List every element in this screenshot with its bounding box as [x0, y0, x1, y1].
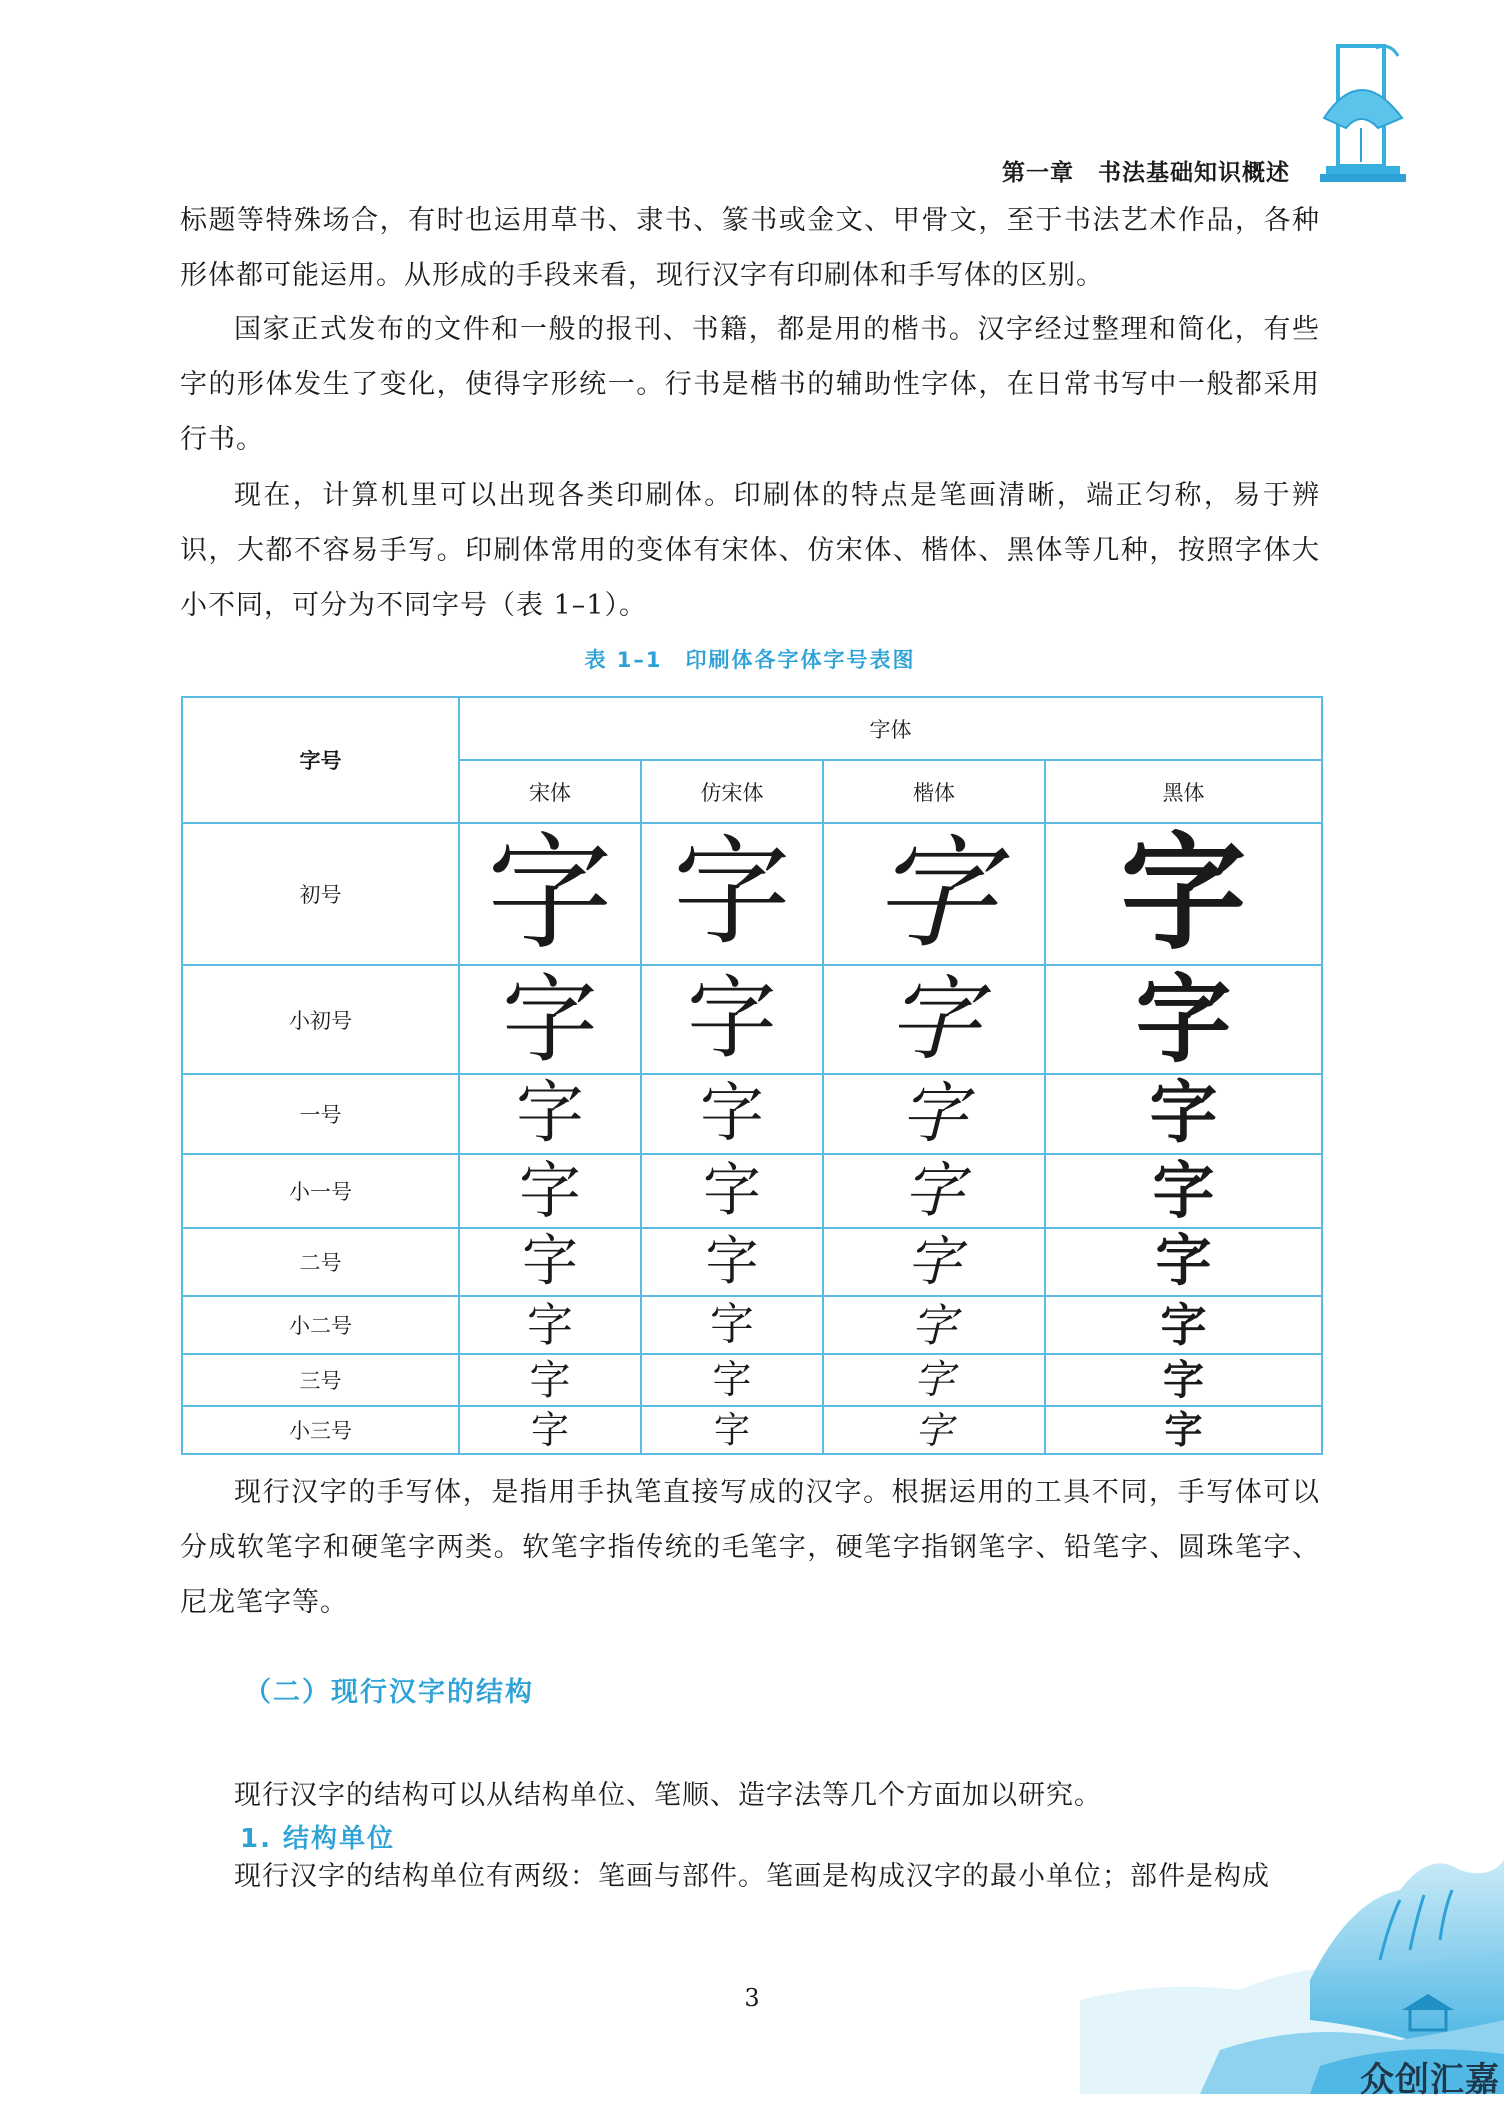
table-row [182, 1228, 1322, 1296]
paragraph-3: 现在，计算机里可以出现各类印刷体。印刷体的特点是笔画清晰，端正匀称，易于辨识，大都不容易手写。印刷体常用的变体有宋体、仿宋体、楷体、黑体等几种，按照字体大小不同，可分为不同字号（表 1–1）。 [180, 480, 1320, 621]
font-header-kaiti: 楷体 [823, 760, 1045, 823]
glyph-fangsong: 字 [700, 1078, 764, 1149]
table-row [182, 1354, 1322, 1406]
glyph-songti: 字 [527, 1298, 573, 1352]
glyph-kaiti: 字 [914, 1357, 954, 1403]
row-label: 三号 [182, 1354, 459, 1406]
glyph-songti: 字 [515, 1074, 584, 1153]
row-label: 一号 [182, 1074, 459, 1154]
glyph-heiti: 字 [1149, 1074, 1218, 1153]
table-body [182, 820, 1322, 1454]
glyph-fangsong: 字 [713, 1410, 750, 1450]
glyph-kaiti: 字 [887, 965, 980, 1073]
glyph-kaiti: 字 [873, 823, 995, 965]
glyph-songti: 字 [530, 1408, 569, 1452]
font-column-header: 字体 [459, 697, 1322, 760]
font-header-fangsong: 仿宋体 [641, 760, 823, 823]
glyph-fangsong: 字 [712, 1358, 752, 1402]
lantern-fan-illustration [1318, 40, 1408, 190]
size-column-header: 字号 [182, 697, 459, 823]
table-row [182, 1074, 1322, 1154]
section-heading: （二）现行汉字的结构 [244, 1677, 534, 1708]
font-header-heiti: 黑体 [1045, 760, 1322, 823]
glyph-fangsong: 字 [702, 1158, 761, 1223]
glyph-fangsong: 字 [687, 969, 777, 1069]
glyph-heiti: 字 [1120, 820, 1247, 967]
glyph-heiti: 字 [1160, 1298, 1207, 1352]
row-label: 小初号 [182, 965, 459, 1074]
paragraph-2: 国家正式发布的文件和一般的报刊、书籍，都是用的楷书。汉字经过整理和简化，有些字的形体发生了变化，使得字形统一。行书是楷书的辅助性字体，在日常书写中一般都采用行书。 [180, 314, 1320, 455]
font-header-songti: 宋体 [459, 760, 641, 823]
glyph-kaiti: 字 [915, 1408, 953, 1452]
font-size-table [181, 696, 1323, 1455]
table-caption: 表 1–1 印刷体各字体字号表图 [584, 648, 916, 672]
row-label: 小三号 [182, 1406, 459, 1454]
glyph-heiti: 字 [1164, 1408, 1203, 1452]
glyph-songti: 字 [487, 820, 613, 967]
glyph-heiti: 字 [1152, 1154, 1215, 1227]
paragraph-5: 现行汉字的结构可以从结构单位、笔顺、造字法等几个方面加以研究。 [234, 1780, 1102, 1811]
glyph-songti: 字 [518, 1154, 581, 1227]
row-label: 二号 [182, 1228, 459, 1296]
table-row [182, 823, 1322, 965]
glyph-heiti: 字 [1163, 1355, 1204, 1404]
glyph-heiti: 字 [1135, 963, 1232, 1076]
sub-heading: 1. 结构单位 [240, 1824, 396, 1854]
table-row [182, 965, 1322, 1074]
table-row [182, 1296, 1322, 1354]
glyph-kaiti: 字 [911, 1298, 957, 1352]
row-label: 小一号 [182, 1154, 459, 1228]
glyph-songti: 字 [529, 1355, 571, 1404]
header-rule [180, 188, 1320, 189]
row-label: 初号 [182, 823, 459, 965]
row-label: 小二号 [182, 1296, 459, 1354]
glyph-fangsong: 字 [705, 1232, 759, 1291]
glyph-fangsong: 字 [710, 1300, 754, 1349]
glyph-kaiti: 字 [907, 1230, 961, 1293]
paragraph-1: 标题等特殊场合，有时也运用草书、隶书、篆书或金文、甲骨文，至于书法艺术作品，各种形体都可能运用。从形成的手段来看，现行汉字有印刷体和手写体的区别。 [180, 205, 1320, 291]
glyph-kaiti: 字 [901, 1075, 967, 1152]
chapter-title: 第一章 书法基础知识概述 [1002, 159, 1290, 186]
page-number: 3 [744, 1984, 760, 2012]
glyph-songti: 字 [522, 1229, 578, 1294]
table-row [182, 1154, 1322, 1228]
watermark-text: 众创汇嘉 [1360, 2060, 1500, 2100]
glyph-songti: 字 [502, 963, 598, 1076]
glyph-heiti: 字 [1155, 1229, 1212, 1294]
paragraph-4: 现行汉字的手写体，是指用手执笔直接写成的汉字。根据运用的工具不同，手写体可以分成软笔字和硬笔字两类。软笔字指传统的毛笔字，硬笔字指钢笔字、铅笔字、圆珠笔字、尼龙笔字等。 [180, 1477, 1320, 1618]
glyph-fangsong: 字 [672, 828, 791, 959]
table-row [182, 1406, 1322, 1454]
glyph-kaiti: 字 [904, 1156, 964, 1226]
paragraph-6: 现行汉字的结构单位有两级：笔画与部件。笔画是构成汉字的最小单位；部件是构成 [234, 1861, 1270, 1892]
